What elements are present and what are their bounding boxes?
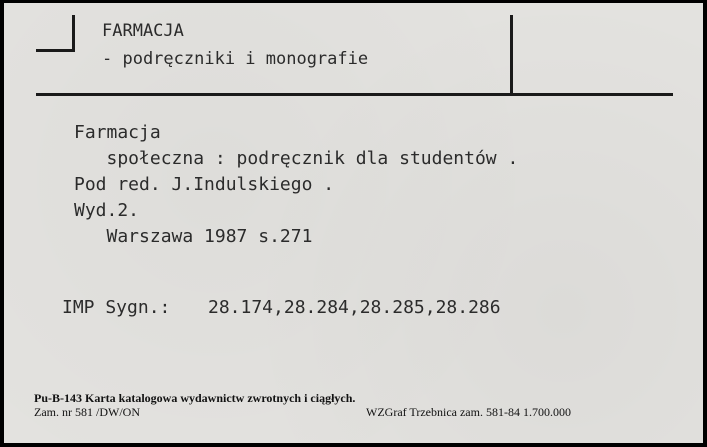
entry-line-3: Pod red. J.Indulskiego . xyxy=(74,174,335,195)
footer-order-number: Zam. nr 581 /DW/ON xyxy=(34,405,140,419)
entry-line-5: Warszawa 1987 s.271 xyxy=(74,226,313,247)
corner-bracket-horizontal xyxy=(36,49,75,52)
catalog-card xyxy=(4,3,703,443)
signature-value: 28.174,28.284,28.285,28.286 xyxy=(208,297,501,318)
footer-form-line: Pu-B-143 Karta katalogowa wydawnictw zwrotnych i ciągłych. xyxy=(34,391,356,405)
header-rule xyxy=(36,93,673,96)
entry-line-1: Farmacja xyxy=(74,122,161,143)
entry-line-4: Wyd.2. xyxy=(74,200,140,221)
header-subtitle: - podręczniki i monografie xyxy=(102,49,369,69)
header-vertical-divider xyxy=(510,15,513,95)
entry-line-2: społeczna : podręcznik dla studentów . xyxy=(74,148,519,169)
footer-printer: WZGraf Trzebnica zam. 581-84 1.700.000 xyxy=(366,405,571,419)
corner-bracket-vertical xyxy=(72,15,75,51)
signature-label: IMP Sygn.: xyxy=(62,297,171,318)
header-title: FARMACJA xyxy=(102,21,184,41)
